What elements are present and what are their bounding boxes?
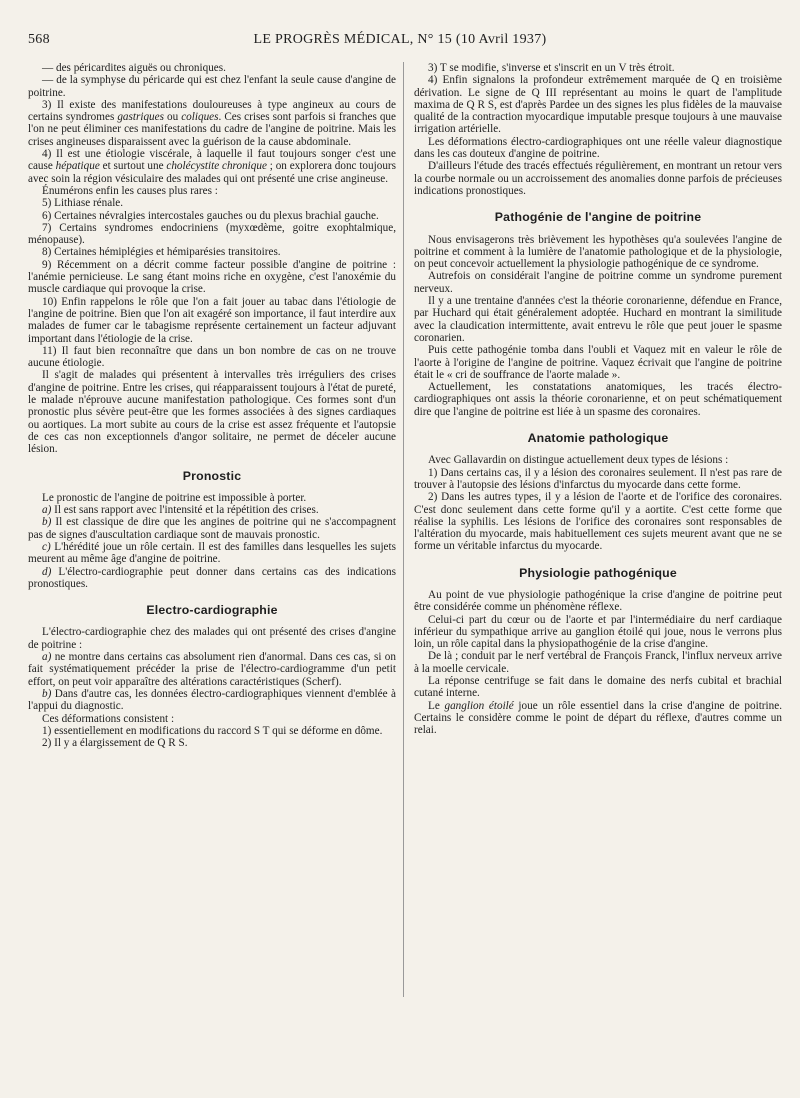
- italic-term: coliques: [181, 111, 219, 124]
- paragraph: Énumérons enfin les causes plus rares :: [42, 184, 218, 197]
- paragraph: Ces déformations consistent :: [42, 712, 175, 725]
- running-title: LE PROGRÈS MÉDICAL, N° 15 (10 Avril 1937): [253, 32, 547, 47]
- paragraph: d) L'électro-cardiographie peut donner dans certains cas des indications pronostiques.: [28, 565, 396, 590]
- paragraph: Les déformations électro-cardiographiques ont une réelle valeur diagnostique dans les cas douteux d'angine de poitrine.: [414, 135, 782, 161]
- paragraph: Puis cette pathogénie tomba dans l'oubli et Vaquez mit en valeur le rôle de l'aorte à l'origine de l'angine de poitrine. Vaquez écrivait que l'angine de poitrine était le « cri de souffrance de l'aorte malade ».: [414, 344, 782, 381]
- paragraph: Autrefois on considérait l'angine de poitrine comme un syndrome purement nerveux.: [414, 270, 782, 295]
- paragraph: b) Il est classique de dire que les angines de poitrine qui ne s'accompagnent pas de signes d'auscultation cardiaque sont de mauvais pronostic.: [28, 516, 396, 541]
- section-heading-anatomie: Anatomie pathologique: [527, 431, 669, 446]
- paragraph: Il s'agit de malades qui présentent à intervalles très irréguliers des crises d'angine de poitrine. Entre les crises, qui réapparaissent toujours à l'état de pureté, le malade n'éprouve aucune manifestation pathologique. Ces formes sont d'un pronostic plus sévère peut-être que les formes associées à des signes cardiaques ou aortiques. La mort subite au cours de la crise est assez fréquente et l'autopsie de ces cas non exceptionnels d'angor solitaire, ne permet de déceler aucune lésion.: [28, 369, 396, 456]
- paragraph: 1) Dans certains cas, il y a lésion des coronaires seulement. Il n'est pas rare de trouver à l'autopsie des lésions d'infarctus du myocarde dans cette forme.: [414, 466, 782, 491]
- paragraph: 7) Certains syndromes endocriniens (myxœdème, goitre exophtalmique, ménopause).: [28, 221, 396, 247]
- paragraph: Celui-ci part du cœur ou de l'aorte et par l'intermédiaire du nerf cardiaque inférieur du sympathique arrive au ganglion étoilé qui joue, nous le verrons plus loin, un rôle capital dans la physiopathogénie de la crise d'angine.: [414, 613, 782, 651]
- paragraph: De là ; conduit par le nerf vertébral de François Franck, l'influx nerveux arrive à la moelle cervicale.: [414, 650, 782, 675]
- paragraph: 4) Enfin signalons la profondeur extrêmement marquée de Q en troisième dérivation. Le signe de Q III représentant au moins le quart de l'amplitude maxima de Q R S, est d'après Pardee un des signes les plus fidèles de la mauvaise qualité de la contraction myocardique imputable presque toujours à une mauvaise irrigation artérielle.: [414, 74, 782, 136]
- paragraph: a) Il est sans rapport avec l'intensité et la répétition des crises.: [42, 504, 319, 517]
- paragraph: 6) Certaines névralgies intercostales gauches ou du plexus brachial gauche.: [42, 209, 379, 222]
- paragraph: Nous envisagerons très brièvement les hypothèses qu'a soulevées l'angine de poitrine et comment à la lumière de l'anatomie pathologique et de la physiologie, on peut concevoir actuellement la physiologie pathogénique de ce syndrome.: [414, 233, 782, 271]
- page-number: 568: [28, 32, 50, 47]
- paragraph: 2) Dans les autres types, il y a lésion de l'aorte et de l'orifice des coronaires. C'est donc seulement dans cette forme qu'il y a aortite. C'est cette forme que réalise la syphilis. Les lésions de l'orifice des coronaires sont responsables de l'altération du myocarde, mais habituellement ces sujets meurent avant que ne se forme un véritable infarctus du myocarde.: [414, 491, 782, 553]
- paragraph: 4) Il est une étiologie viscérale, à laquelle il faut toujours songer c'est une cause hépatique et surtout une cholécystite chronique ; on explorera donc toujours avec soin la région vésiculaire des malades qui ont présenté une crise angineuse.: [28, 148, 396, 185]
- section-heading-pathogenie: Pathogénie de l'angine de poitrine: [494, 210, 702, 225]
- running-header: [28, 30, 772, 52]
- paragraph: 3) T se modifie, s'inverse et s'inscrit en un V très étroit.: [428, 62, 675, 74]
- paragraph: b) Dans d'autre cas, les données électro-cardiographiques viennent d'emblée à l'appui du diagnostic.: [28, 687, 396, 713]
- paragraph: Le pronostic de l'angine de poitrine est impossible à porter.: [42, 491, 307, 504]
- paragraph: 10) Enfin rappelons le rôle que l'on a fait jouer au tabac dans l'étiologie de l'angine de poitrine. Bien que l'on ait exagéré son importance, il faut interdire aux malades de fumer car le tabagisme représente certainement un facteur adjuvant important dans l'étiologie de la crise.: [28, 295, 396, 345]
- paragraph: a) ne montre dans certains cas absolument rien d'anormal. Dans ces cas, si on fait systématiquement précéder la prise de l'électro-cardiogramme d'un petit effort, on peut voir apparaître des altérations caractéristiques (Scherf).: [28, 651, 396, 688]
- italic-term: cholécystite chronique: [166, 160, 267, 173]
- paragraph: La réponse centrifuge se fait dans le domaine des nerfs cubital et brachial cutané interne.: [414, 675, 782, 700]
- section-heading-pronostic: Pronostic: [182, 468, 242, 483]
- paragraph: Il y a une trentaine d'années c'est la théorie coronarienne, défendue en France, par Huchard qui était généralement adoptée. Huchard en montrant la similitude avec la claudication intermittente, avait entrevu le rôle que peut jouer le spasme coronarien.: [414, 295, 782, 344]
- paragraph: Le ganglion étoilé joue un rôle essentiel dans la crise d'angine de poitrine. Certains le considère comme le point de départ du réflexe, d'autres comme un relai.: [414, 699, 782, 737]
- paragraph: Avec Gallavardin on distingue actuellement deux types de lésions :: [428, 454, 729, 467]
- paragraph: Au point de vue physiologie pathogénique la crise d'angine de poitrine peut être considérée comme un phénomène réflexe.: [414, 588, 782, 614]
- paragraph: 1) essentiellement en modifications du raccord S T qui se déforme en dôme.: [42, 724, 383, 737]
- paragraph: 3) Il existe des manifestations douloureuses à type angineux au cours de certains syndromes gastriques ou coliques. Ces crises sont parfois si franches que l'on ne peut éliminer ces manifestations du cadre de l'angine de poitrine. Mais les crises angineuses disparaissent avec la guérison de la cause abdominale.: [28, 98, 396, 148]
- left-column: [28, 62, 396, 749]
- right-column: [414, 62, 782, 737]
- section-heading-electro: Electro-cardiographie: [146, 603, 278, 618]
- paragraph: — de la symphyse du péricarde qui est chez l'enfant la seule cause d'angine de poitrine.: [28, 74, 396, 99]
- italic-term: ganglion étoilé: [444, 699, 514, 712]
- paragraph: 5) Lithiase rénale.: [42, 197, 124, 210]
- paragraph: Actuellement, les constatations anatomiques, les tracés électro-cardiographiques ont assis la théorie coronarienne, et on peut schématiquement dire que l'angine de poitrine est liée à un spasme des coronaires.: [414, 381, 782, 418]
- paragraph: 11) Il faut bien reconnaître que dans un bon nombre de cas on ne trouve aucune étiologie.: [28, 344, 396, 370]
- column-divider: [403, 62, 404, 997]
- paragraph: 2) Il y a élargissement de Q R S.: [42, 737, 188, 750]
- paragraph: 9) Récemment on a décrit comme facteur possible d'angine de poitrine : l'anémie pernicieuse. Le sang étant moins riche en oxygène, c'est l'anoxémie du muscle cardiaque qui provoque la crise.: [28, 258, 396, 296]
- section-heading-physiologie: Physiologie pathogénique: [519, 565, 677, 580]
- paragraph: D'ailleurs l'étude des tracés effectués régulièrement, en montrant un retour vers la courbe normale ou un accroissement des anomalies donne parfois de précieuses indications pronostiques.: [414, 160, 782, 197]
- italic-term: gastriques: [117, 111, 164, 124]
- italic-term: hépatique: [55, 160, 100, 173]
- paragraph: L'électro-cardiographie chez des malades qui ont présenté des crises d'angine de poitrine :: [28, 626, 396, 651]
- paragraph: 8) Certaines hémiplégies et hémiparésies transitoires.: [42, 246, 281, 259]
- paragraph: c) L'hérédité joue un rôle certain. Il est des familles dans lesquelles les sujets meurent au même âge d'angine de poitrine.: [28, 540, 396, 566]
- paragraph: — des péricardites aiguës ou chroniques.: [42, 62, 226, 74]
